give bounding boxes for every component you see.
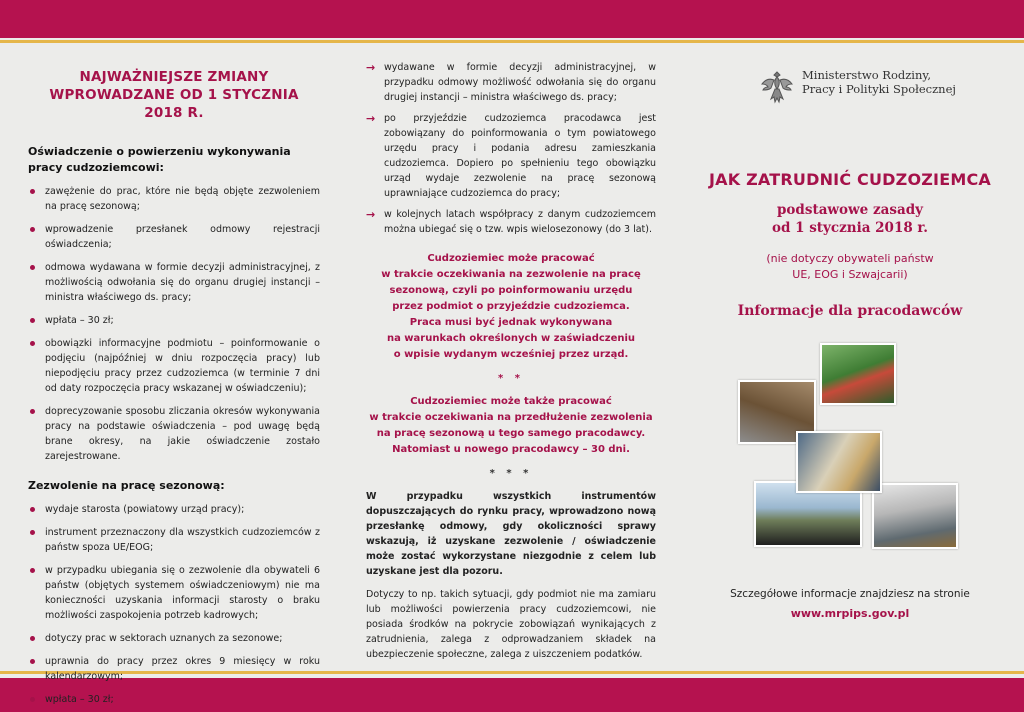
greenhouse-worker-photo <box>820 343 896 405</box>
list-item: w przypadku ubiegania się o zezwolenie dla obywateli 6 państw (objętych systemem oświadczeniowym) nie ma konieczności uzyskania informacji starosty o braku możliwości zaspokojenia potrzeb kadrowych; <box>28 563 320 623</box>
seasonal-continued-list <box>366 60 656 237</box>
top-band <box>0 0 1024 38</box>
brochure-title: JAK ZATRUDNIĆ CUDZOZIEMCA <box>709 170 991 189</box>
separator-stars: * * <box>498 373 524 384</box>
list-item: wpłata – 30 zł; <box>28 313 320 328</box>
list-item: zawężenie do prac, które nie będą objęte zezwoleniem na pracę sezonową; <box>28 184 320 214</box>
arrow-right-icon: → <box>366 208 376 221</box>
brochure-subtitle: podstawowe zasady od 1 stycznia 2018 r. <box>771 202 929 236</box>
list-item: → wydawane w formie decyzji administracyjnej, w przypadku odmowy możliwość odwołania się do organu drugiej instancji – ministra właściwego ds. pracy; <box>366 61 656 103</box>
list-item: dotyczy prac w sektorach uznanych za sezonowe; <box>28 631 320 646</box>
list-item: doprecyzowanie sposobu zliczania okresów wykonywania pracy na podstawie oświadczenia – pod uwagę będą brane okresy, na jakie oświadczenie zostało zarejestrowane. <box>28 404 320 464</box>
top-gold-line <box>0 40 1024 43</box>
more-info-text: Szczegółowe informacje znajdziesz na stronie <box>730 588 970 600</box>
bullet-icon <box>30 265 35 270</box>
bullet-icon <box>30 341 35 346</box>
list-item: uprawnia do pracy przez okres 9 miesięcy w roku kalendarzowym; <box>28 654 320 684</box>
section-declaration-title: Oświadczenie o powierzeniu wykonywania pracy cudzoziemcowi: <box>28 145 291 174</box>
seasonal-list <box>28 502 320 707</box>
arrow-right-icon: → <box>366 61 376 74</box>
ministry-logo <box>760 68 1000 108</box>
bullet-icon <box>30 189 35 194</box>
list-item: → po przyjeździe cudzoziemca pracodawca jest zobowiązany do poinformowania o tym powiatowego urzędu pracy i podania adresu zamieszkania cudzoziemca. Dopiero po spełnieniu tego obowiązku urząd wydaje zezwolenie na pracę sezonową uprawniające cudzoziemca do pracy; <box>366 112 656 199</box>
website-link[interactable]: www.mrpips.gov.pl <box>790 607 910 620</box>
bullet-icon <box>30 530 35 535</box>
arrow-right-icon: → <box>366 112 376 125</box>
right-column <box>700 60 1000 620</box>
callout-extension: Cudzoziemiec może także pracować w trakcie oczekiwania na przedłużenie zezwolenia na pracę sezonową u tego samego pracodawcy. Natomiast u nowego pracodawcy – 30 dni. <box>369 396 653 455</box>
list-item: wprowadzenie przesłanek odmowy rejestracji oświadczenia; <box>28 222 320 252</box>
main-changes-heading: NAJWAŻNIEJSZE ZMIANY WPROWADZANE OD 1 STYCZNIA 2018 R. <box>49 69 299 121</box>
list-item: instrument przeznaczony dla wszystkich cudzoziemców z państw spoza UE/EOG; <box>28 525 320 555</box>
bullet-icon <box>30 659 35 664</box>
employers-info-heading: Informacje dla pracodawców <box>737 303 963 319</box>
list-item: odmowa wydawana w formie decyzji administracyjnej, z możliwością odwołania się do organu drugiej instancji – ministra właściwego ds. pracy; <box>28 260 320 305</box>
left-column <box>28 60 320 712</box>
bullet-icon <box>30 227 35 232</box>
separator-stars: * * * <box>489 468 533 479</box>
construction-site-photo <box>872 483 958 549</box>
bullet-icon <box>30 697 35 702</box>
bullet-icon <box>30 636 35 641</box>
list-item: → w kolejnych latach współpracy z danym cudzoziemcem można ubiegać się o tzw. wpis wielosezonowy (do 3 lat). <box>366 208 656 235</box>
shop-counter-photo <box>796 431 882 493</box>
bullet-icon <box>30 318 35 323</box>
declaration-list <box>28 184 320 464</box>
exclusion-note: (nie dotyczy obywateli państw UE, EOG i Szwajcarii) <box>766 252 934 281</box>
ministry-name: Ministerstwo Rodziny, Pracy i Polityki Społecznej <box>802 68 956 96</box>
bullet-icon <box>30 568 35 573</box>
examples-paragraph: Dotyczy to np. takich sytuacji, gdy podmiot nie ma zamiaru lub możliwości powierzenia pracy cudzoziemcowi, nie posiada środków na pokrycie zobowiązań wynikających z zatrudnienia, zalega z odprowadzaniem składek na ubezpieczenie społeczne, zalega z uiszczeniem podatków. <box>366 589 656 660</box>
list-item: wydaje starosta (powiatowy urząd pracy); <box>28 502 320 517</box>
list-item: obowiązki informacyjne podmiotu – poinformowanie o podjęciu (najpóźniej w dniu rozpoczęcia pracy) lub niepodjęciu pracy przez cudzoziemca (w terminie 7 dni od daty rozpoczęcia pracy wskazanej w oświadczeniu); <box>28 336 320 396</box>
eagle-emblem-icon <box>760 68 794 108</box>
list-item: wpłata – 30 zł; <box>28 692 320 707</box>
section-seasonal-title: Zezwolenie na pracę sezonową: <box>28 479 225 492</box>
callout-waiting-permit: Cudzoziemiec może pracować w trakcie oczekiwania na zezwolenie na pracę sezonową, czyli po poinformowaniu urzędu przez podmiot o przyjeździe cudzoziemca. Praca musi być jednak wykonywana na warunkach określonych w zaświadczeniu o wpisie wydanym wcześniej przez urząd. <box>381 253 641 360</box>
photo-collage <box>700 343 1000 561</box>
refusal-premise-paragraph: W przypadku wszystkich instrumentów dopuszczających do rynku pracy, wprowadzono nową przesłankę odmowy, gdy okoliczności sprawy wskazują, iż uzyskane zezwolenie / oświadczenie może zostać wykorzystane niezgodnie z celem lub uzyskane jest dla pozoru. <box>366 491 656 577</box>
bullet-icon <box>30 507 35 512</box>
middle-column <box>366 60 656 662</box>
bullet-icon <box>30 409 35 414</box>
